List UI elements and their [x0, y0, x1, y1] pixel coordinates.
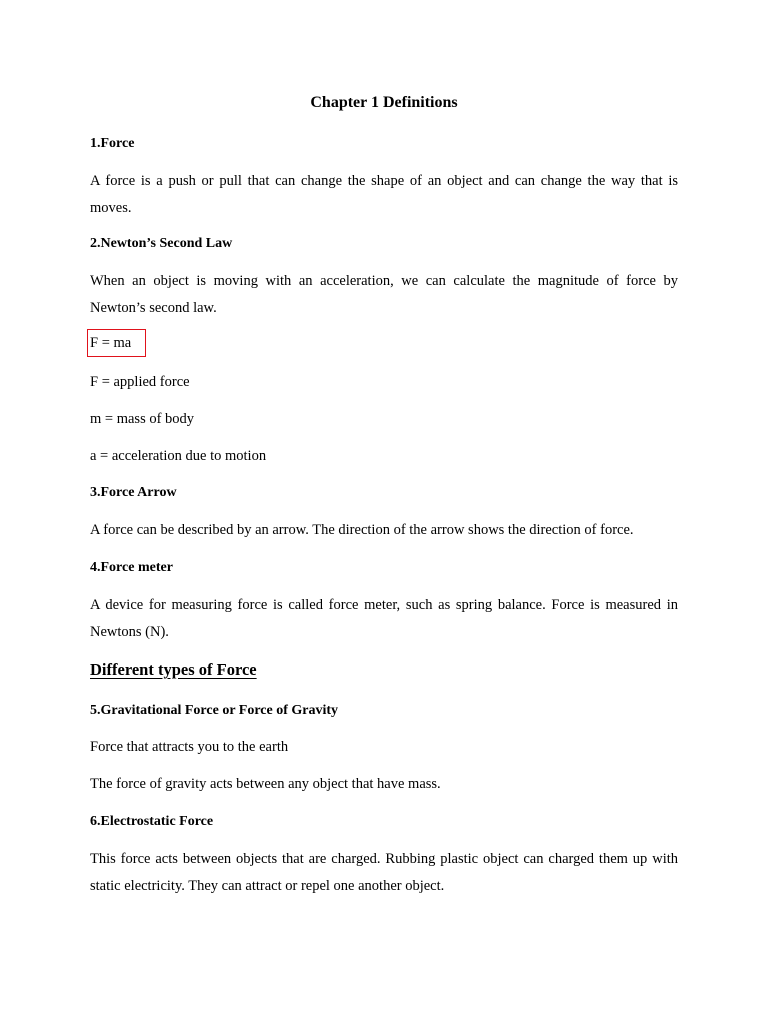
formula-box — [87, 329, 146, 357]
definition-acceleration: a = acceleration due to motion — [90, 448, 267, 464]
paragraph-force: A force is a push or pull that can change the shape of an object and can change the way that is moves. — [90, 173, 678, 216]
paragraph-force-meter: A device for measuring force is called force meter, such as spring balance. Force is measured in Newtons (N). — [90, 597, 678, 640]
paragraph-electrostatic-force: This force acts between objects that are charged. Rubbing plastic object can charged them up with static electricity. They can attract or repel one another object. — [90, 851, 678, 894]
section-heading-types-of-force: Different types of Force — [90, 660, 257, 679]
paragraph-force-arrow: A force can be described by an arrow. The direction of the arrow shows the direction of force. — [90, 522, 634, 538]
heading-force-meter: 4.Force meter — [90, 560, 173, 575]
gravity-line-1: Force that attracts you to the earth — [90, 739, 289, 755]
paragraph-newtons-second-law: When an object is moving with an acceleration, we can calculate the magnitude of force by Newton’s second law. — [90, 273, 678, 316]
definition-force: F = applied force — [90, 374, 190, 390]
gravity-line-2: The force of gravity acts between any object that have mass. — [90, 776, 441, 792]
heading-electrostatic-force: 6.Electrostatic Force — [90, 814, 214, 829]
page-title: Chapter 1 Definitions — [310, 94, 458, 111]
heading-force-arrow: 3.Force Arrow — [90, 485, 177, 500]
heading-newtons-second-law: 2.Newton’s Second Law — [90, 236, 233, 251]
definition-mass: m = mass of body — [90, 411, 195, 427]
heading-gravitational-force: 5.Gravitational Force or Force of Gravity — [90, 703, 339, 718]
heading-force: 1.Force — [90, 136, 135, 151]
formula-text: F = ma — [90, 335, 132, 351]
